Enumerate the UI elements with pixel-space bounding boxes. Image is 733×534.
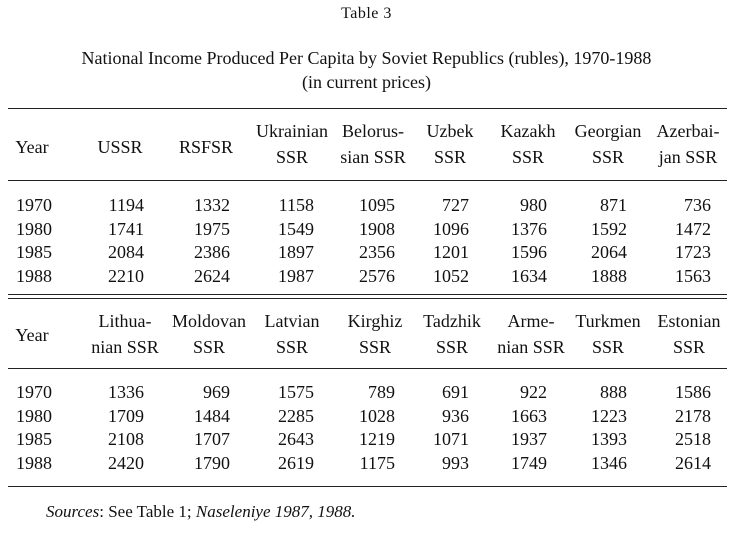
column-header-line2: SSR <box>672 337 706 357</box>
table-cell: 922 <box>520 382 547 402</box>
top-rule <box>8 108 727 109</box>
year-header: Year <box>15 325 49 345</box>
column-header-line2: SSR <box>591 337 625 357</box>
subtitle-line: (in current prices) <box>302 72 431 92</box>
row-year: 1970 <box>16 382 52 402</box>
year-header: Year <box>15 137 49 157</box>
column-header-line2: SSR <box>192 337 226 357</box>
header-rule-1 <box>8 180 727 181</box>
table-cell: 1484 <box>194 405 230 426</box>
column-header-line1: Belorus- <box>342 121 404 141</box>
table-cell: 980 <box>520 195 547 215</box>
table-cell: 2619 <box>278 452 314 473</box>
column-header-line2: SSR <box>433 147 467 167</box>
table-cell: 2064 <box>591 242 627 262</box>
table-cell: 2420 <box>108 452 144 473</box>
table-cell: 1096 <box>433 218 469 239</box>
table-cell: 1158 <box>278 195 314 215</box>
column-header-line2: nian SSR <box>91 337 159 357</box>
column-header-line1: Ukrainian <box>256 121 328 141</box>
table-cell: 1749 <box>511 452 547 473</box>
column-header-line1: Kazakh <box>500 121 556 141</box>
table-cell: 1709 <box>108 405 144 426</box>
table-cell: 1707 <box>194 429 230 449</box>
table-cell: 1634 <box>511 265 547 286</box>
table-cell: 1472 <box>675 218 711 239</box>
table-cell: 1586 <box>675 382 711 402</box>
table-cell: 1336 <box>108 382 144 402</box>
column-header-line2: SSR <box>275 147 309 167</box>
title-line: National Income Produced Per Capita by Soviet Republics (rubles), 1970-1988 <box>81 48 652 68</box>
table-cell: 1194 <box>108 195 144 215</box>
column-header-line1: Turkmen <box>575 311 641 331</box>
table-cell: 736 <box>684 195 711 215</box>
table-cell: 1219 <box>359 429 395 449</box>
column-header-line2: jan SSR <box>658 147 718 167</box>
row-year: 1988 <box>16 452 52 473</box>
sources-note: Sources: See Table 1; Naseleniye 1987, 1988. <box>46 502 356 521</box>
table-cell: 1987 <box>278 265 314 286</box>
table-cell: 871 <box>600 195 627 215</box>
table-cell: 993 <box>442 452 469 473</box>
column-header-line2: SSR <box>511 147 545 167</box>
table-cell: 691 <box>442 382 469 402</box>
table-cell: 789 <box>368 382 395 402</box>
table-cell: 2108 <box>108 429 144 449</box>
column-header-line2: SSR <box>591 147 625 167</box>
row-year: 1988 <box>16 265 52 286</box>
table-cell: 969 <box>203 382 230 402</box>
table-cell: 1592 <box>591 218 627 239</box>
table-cell: 2386 <box>194 242 230 262</box>
sources-ref: Naseleniye 1987, 1988. <box>195 502 356 521</box>
table-label: Table 3 <box>341 5 392 22</box>
table-cell: 2210 <box>108 265 144 286</box>
table-cell: 1663 <box>511 405 547 426</box>
table-cell: 1888 <box>591 265 627 286</box>
table-cell: 1028 <box>359 405 395 426</box>
row-year: 1970 <box>16 195 52 215</box>
table-cell: 1175 <box>359 452 395 473</box>
column-header-line2: nian SSR <box>497 337 565 357</box>
table-cell: 1095 <box>359 195 395 215</box>
column-header-line1: Estonian <box>657 311 721 331</box>
table-cell: 2285 <box>278 405 314 426</box>
column-header: RSFSR <box>178 137 234 157</box>
table-cell: 1223 <box>591 405 627 426</box>
table-cell: 2643 <box>278 429 314 449</box>
table-cell: 1052 <box>433 265 469 286</box>
table-cell: 1908 <box>359 218 395 239</box>
table-cell: 1741 <box>108 218 144 239</box>
column-header: USSR <box>97 137 143 157</box>
column-header-line1: Azerbai- <box>656 121 720 141</box>
table-cell: 1549 <box>278 218 314 239</box>
table-cell: 2576 <box>359 265 395 286</box>
table-cell: 727 <box>442 195 469 215</box>
table-cell: 1975 <box>194 218 230 239</box>
table-cell: 1575 <box>278 382 314 402</box>
table-cell: 1937 <box>511 429 547 449</box>
sources-text: See Table 1; <box>108 502 196 521</box>
column-header-line1: Tadzhik <box>423 311 481 331</box>
table-cell: 2178 <box>675 405 711 426</box>
table-cell: 2614 <box>675 452 711 473</box>
double-rule-a <box>8 294 727 295</box>
header-rule-2 <box>8 368 727 369</box>
row-year: 1980 <box>16 218 52 239</box>
row-year: 1985 <box>16 242 52 262</box>
table-cell: 1376 <box>511 218 547 239</box>
bottom-rule <box>8 486 727 487</box>
column-header-line1: Latvian <box>264 311 320 331</box>
table-cell: 2518 <box>675 429 711 449</box>
table-cell: 1897 <box>278 242 314 262</box>
table-cell: 1563 <box>675 265 711 286</box>
column-header-line1: Kirghiz <box>347 311 403 331</box>
column-header-line2: SSR <box>435 337 469 357</box>
double-rule-b <box>8 298 727 299</box>
table-cell: 2624 <box>194 265 230 286</box>
column-header-line2: SSR <box>275 337 309 357</box>
sources-label: Sources <box>46 502 100 521</box>
column-header-line2: SSR <box>358 337 392 357</box>
table-cell: 1393 <box>591 429 627 449</box>
table-cell: 1596 <box>511 242 547 262</box>
column-header-line1: Uzbek <box>426 121 474 141</box>
table-cell: 1071 <box>433 429 469 449</box>
table-cell: 888 <box>600 382 627 402</box>
column-header-line1: Lithua- <box>98 311 152 331</box>
row-year: 1985 <box>16 429 52 449</box>
column-header-line1: Georgian <box>574 121 642 141</box>
table-cell: 1790 <box>194 452 230 473</box>
table-cell: 1201 <box>433 242 469 262</box>
row-year: 1980 <box>16 405 52 426</box>
column-header-line2: sian SSR <box>340 147 406 167</box>
table-cell: 1332 <box>194 195 230 215</box>
table-cell: 1723 <box>675 242 711 262</box>
column-header-line1: Arme- <box>507 311 555 331</box>
table-cell: 2356 <box>359 242 395 262</box>
table-cell: 2084 <box>108 242 144 262</box>
table-title <box>0 46 733 94</box>
column-header-line1: Moldovan <box>172 311 246 331</box>
table-cell: 1346 <box>591 452 627 473</box>
table-cell: 936 <box>442 405 469 426</box>
